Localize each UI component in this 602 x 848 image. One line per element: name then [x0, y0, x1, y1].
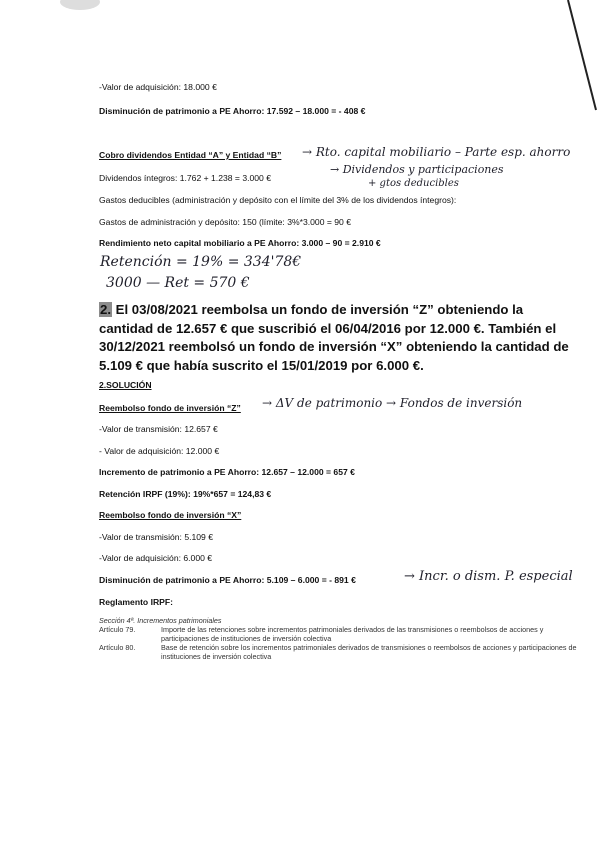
handwritten-note-capital: → Rto. capital mobiliario – Parte esp. ahorro	[302, 145, 571, 159]
gross-dividends-line: Dividendos íntegros: 1.762 + 1.238 = 3.000 €	[99, 173, 272, 183]
question-text: El 03/08/2021 reembolsa un fondo de inversión “Z” obteniendo la cantidad de 12.657 € que suscribió el 06/04/2016 por 12.000 €. También el 30/12/2021 reembolsó un fondo de inversión “X” obteniendo la cantidad de 5.109 € que había suscrito el 15/01/2019 por 6.000 €.	[99, 302, 569, 373]
handwritten-note-fund: → ΔV de patrimonio → Fondos de inversión	[262, 396, 523, 410]
fund-z-heading: Reembolso fondo de inversión “Z”	[99, 403, 241, 413]
scan-smudge	[60, 0, 100, 10]
article-79	[99, 625, 581, 643]
handwritten-note-special: → Incr. o dism. P. especial	[404, 569, 573, 584]
fund-z-transmission: -Valor de transmisión: 12.657 €	[99, 424, 218, 434]
article-80-label: Artículo 80.	[99, 643, 136, 652]
handwritten-retention: Retención = 19% = 334'78€	[100, 254, 302, 270]
question-2	[99, 301, 569, 375]
fund-z-increase: Incremento de patrimonio a PE Ahorro: 12.657 – 12.000 = 657 €	[99, 467, 355, 477]
article-80	[99, 643, 581, 661]
fund-z-retention: Retención IRPF (19%): 19%*657 = 124,83 €	[99, 489, 272, 499]
article-79-text: Importe de las retenciones sobre incrementos patrimoniales derivados de las transmisiones o reembolsos de acciones y participaciones de instituciones de inversión colectiva	[161, 625, 544, 643]
admin-expenses-line: Gastos de administración y depósito: 150 (límite: 3%*3.000 = 90 €	[99, 217, 351, 227]
page-edge-line	[560, 0, 602, 130]
law-section: Sección 4ª. Incrementos patrimoniales	[99, 616, 222, 625]
article-79-label: Artículo 79.	[99, 625, 136, 634]
fund-x-decrease: Disminución de patrimonio a PE Ahorro: 5.109 – 6.000 = - 891 €	[99, 575, 356, 585]
article-80-text: Base de retención sobre los incrementos patrimoniales derivados de transmisiones o reembolsos de acciones y participaciones de instituciones de inversión colectiva	[161, 643, 577, 661]
net-return-line: Rendimiento neto capital mobiliario a PE Ahorro: 3.000 – 90 = 2.910 €	[99, 238, 381, 248]
dividends-heading: Cobro dividendos Entidad “A” y Entidad “B”	[99, 150, 282, 160]
handwritten-note-expenses: + gtos deducibles	[368, 178, 459, 189]
fund-z-acquisition: - Valor de adquisición: 12.000 €	[99, 446, 220, 456]
fund-x-heading: Reembolso fondo de inversión “X”	[99, 510, 242, 520]
patrimony-decrease-line: Disminución de patrimonio a PE Ahorro: 17.592 – 18.000 = - 408 €	[99, 106, 366, 116]
law-excerpt	[99, 616, 581, 661]
solution-title: 2.SOLUCIÓN	[99, 380, 152, 390]
acquisition-value-line: -Valor de adquisición: 18.000 €	[99, 82, 217, 92]
fund-x-acquisition: -Valor de adquisición: 6.000 €	[99, 553, 213, 563]
fund-x-transmission: -Valor de transmisión: 5.109 €	[99, 532, 214, 542]
question-number: 2.	[100, 302, 111, 317]
handwritten-retention-calc: 3000 — Ret = 570 €	[106, 275, 250, 291]
handwritten-note-dividends: → Dividendos y participaciones	[330, 163, 504, 176]
regulation-heading: Reglamento IRPF:	[99, 597, 174, 607]
deductible-expenses-line: Gastos deducibles (administración y depósito con el límite del 3% de los dividendos íntegros):	[99, 195, 457, 205]
